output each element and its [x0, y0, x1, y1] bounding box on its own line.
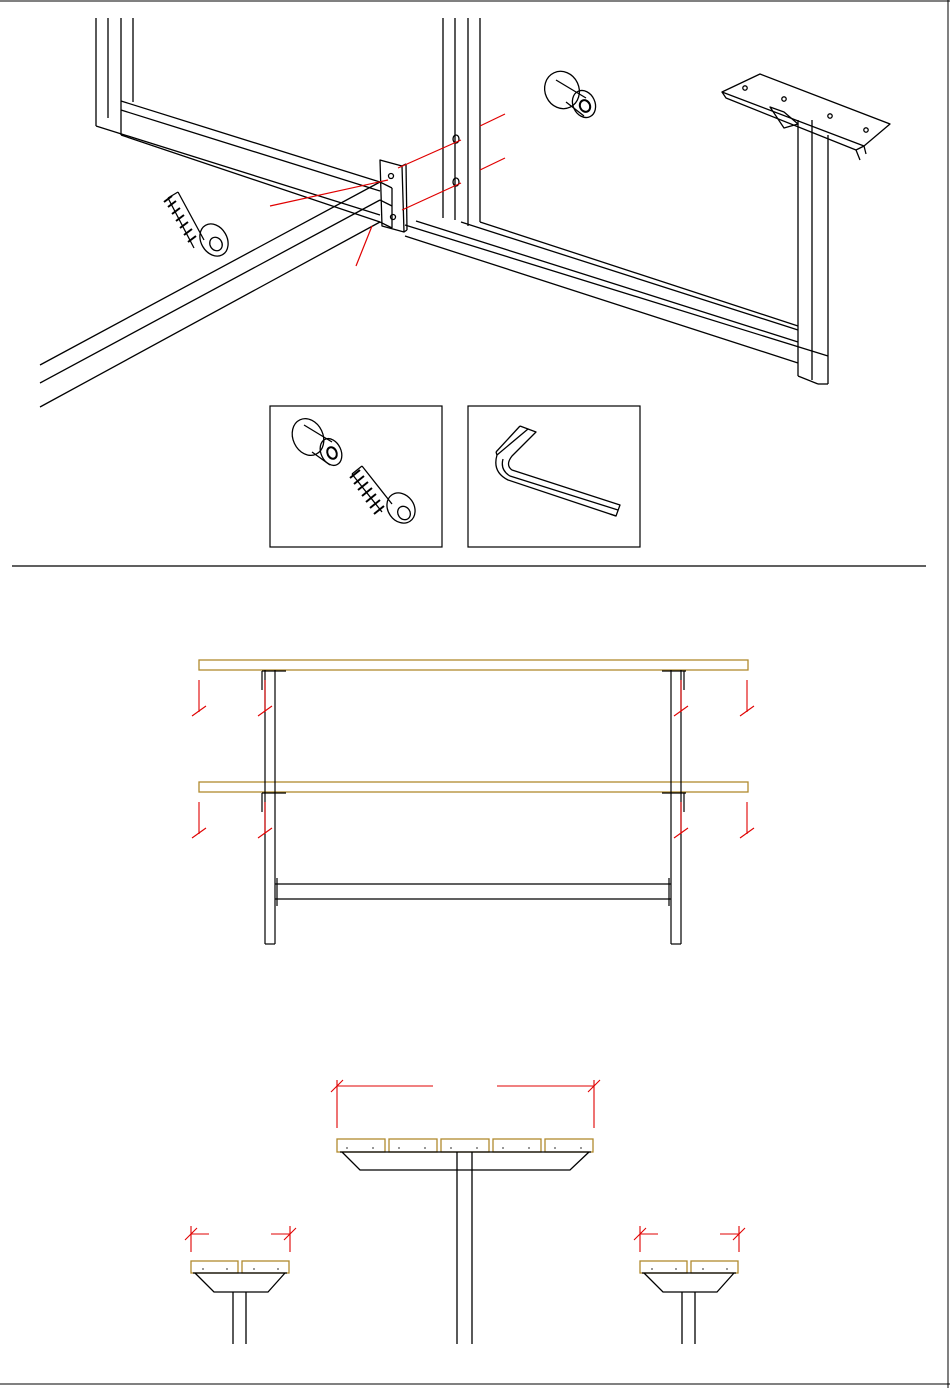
inset-tool [468, 406, 640, 547]
assembly-view [40, 18, 890, 407]
center-planks [337, 1139, 593, 1152]
side-elevation [192, 660, 754, 944]
lower-crossbar [275, 878, 671, 906]
hex-bolt-icon [350, 466, 421, 529]
shelf-offset-markers [192, 680, 754, 838]
lower-shelf-plank [199, 782, 748, 792]
crossbar [40, 182, 392, 407]
mounting-plate [380, 160, 407, 232]
assembly-leader-lines [270, 114, 505, 266]
right-leg [662, 670, 686, 944]
hex-bolt-icon [164, 192, 234, 261]
threaded-insert-icon [539, 66, 600, 122]
inset-hardware [270, 406, 442, 547]
end-elevation-left [185, 1226, 296, 1344]
end-elevation-right [634, 1226, 745, 1344]
middle-post [443, 18, 798, 326]
end-elevation-center [331, 1080, 600, 1344]
center-dimension [331, 1080, 600, 1128]
hex-key-icon [496, 426, 620, 516]
threaded-insert-icon [286, 413, 346, 468]
upper-rail [96, 101, 828, 363]
left-post [96, 18, 133, 135]
right-support [722, 74, 890, 384]
upper-shelf-plank [199, 660, 748, 670]
